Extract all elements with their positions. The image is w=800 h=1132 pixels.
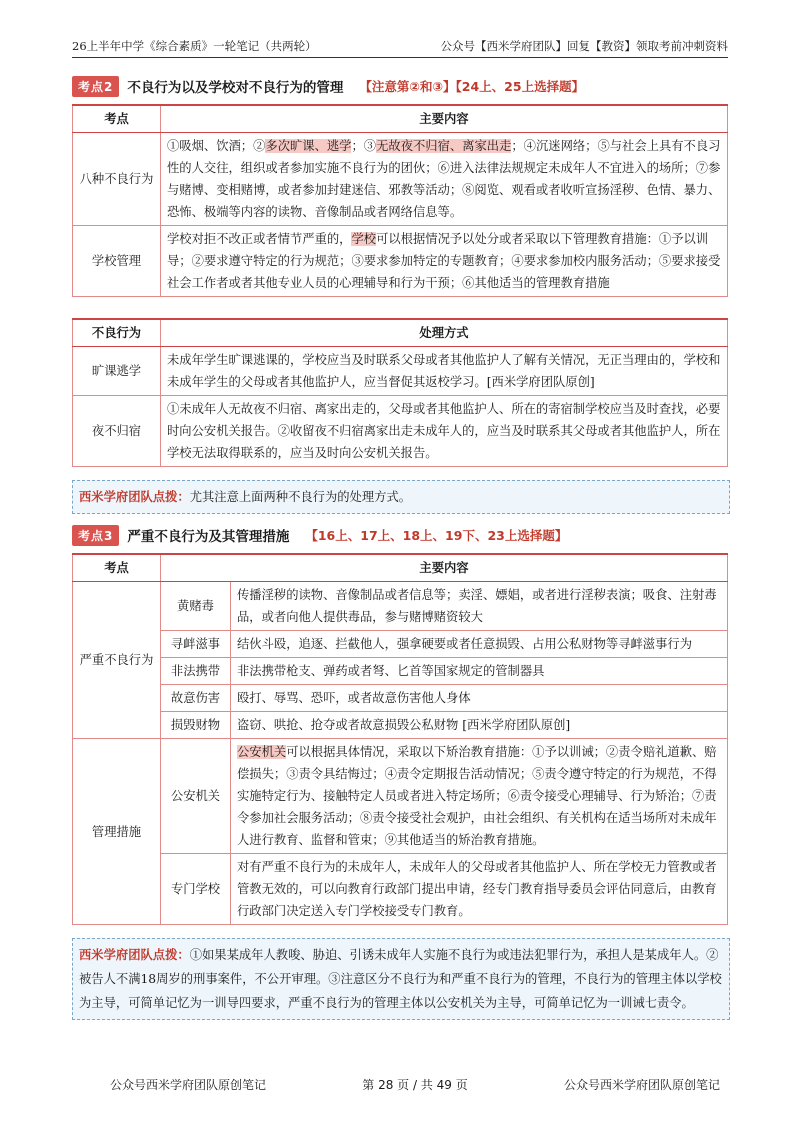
section2-heading bbox=[72, 74, 728, 98]
row-content bbox=[161, 226, 728, 297]
text-fragment: 学校对拒不改正或者情节严重的， bbox=[167, 232, 352, 246]
table-row bbox=[73, 712, 728, 739]
row-label: 八种不良行为 bbox=[73, 133, 161, 226]
page-footer bbox=[110, 1076, 720, 1093]
row-content: 未成年学生旷课逃课的，学校应当及时联系父母或者其他监护人了解有关情况，无正当理由的，学校和未成年学生的父母或者其他监护人，应当督促其返校学习。[西米学府团队原创] bbox=[161, 347, 728, 396]
section2-table1 bbox=[72, 104, 728, 297]
section2-tag: 考点2 bbox=[72, 76, 119, 97]
group-label: 管理措施 bbox=[73, 739, 161, 925]
item-name: 黄赌毒 bbox=[161, 582, 231, 631]
section3-tip bbox=[72, 938, 730, 1020]
table-row bbox=[73, 582, 728, 631]
highlight-text: 公安机关 bbox=[237, 745, 287, 759]
section2-tip bbox=[72, 480, 730, 514]
text-fragment: 可以根据具体情况，采取以下矫治教育措施：①予以训诫；②责令赔礼道歉、赔偿损失；③责令具结悔过；④责令定期报告活动情况；⑤责令遵守特定的行为规范，不得实施特定行为、接触特定人员或者进入特定场所；⑥责令接受心理辅导、行为矫治；⑦责令参加社会服务活动；⑧责令接受社会观护，由社会组织、有关机构在适当场所对未成年人进行教育、监督和管束；⑨其他适当的矫治教育措施。 bbox=[237, 745, 717, 847]
table-row bbox=[73, 133, 728, 226]
item-text: 传播淫秽的读物、音像制品或者信息等；卖淫、嫖娼，或者进行淫秽表演；吸食、注射毒品，或者向他人提供毒品，参与赌博赌资较大 bbox=[231, 582, 728, 631]
row-label: 旷课逃学 bbox=[73, 347, 161, 396]
tip-label: 西米学府团队点拨： bbox=[79, 489, 190, 504]
footer-left: 公众号西米学府团队原创笔记 bbox=[110, 1078, 267, 1092]
table2-col1: 不良行为 bbox=[73, 319, 161, 347]
item-name: 故意伤害 bbox=[161, 685, 231, 712]
table-row bbox=[73, 739, 728, 854]
section2-title: 不良行为以及学校对不良行为的管理 bbox=[127, 80, 344, 96]
row-label: 学校管理 bbox=[73, 226, 161, 297]
footer-right: 公众号西米学府团队原创笔记 bbox=[563, 1078, 720, 1092]
table3-col2: 主要内容 bbox=[161, 554, 728, 582]
item-text: 结伙斗殴，追逐、拦截他人，强拿硬要或者任意损毁、占用公私财物等寻衅滋事行为 bbox=[231, 631, 728, 658]
section2-table2 bbox=[72, 318, 728, 467]
item-text: 对有严重不良行为的未成年人，未成年人的父母或者其他监护人、所在学校无力管教或者管教无效的，可以向教育行政部门提出申请，经专门教育指导委员会评估同意后，由教育行政部门决定送入专门学校接受专门教育。 bbox=[231, 854, 728, 925]
section3-tag: 考点3 bbox=[72, 525, 119, 546]
tip-label: 西米学府团队点拨： bbox=[79, 947, 190, 962]
item-name: 公安机关 bbox=[161, 739, 231, 854]
page-header bbox=[72, 34, 728, 58]
item-name: 寻衅滋事 bbox=[161, 631, 231, 658]
table1-col1: 考点 bbox=[73, 105, 161, 133]
highlight-text: 多次旷课、逃学 bbox=[265, 139, 352, 153]
header-right: 公众号【西米学府团队】回复【教资】领取考前冲刺资料 bbox=[440, 39, 728, 53]
item-text: 盗窃、哄抢、抢夺或者故意损毁公私财物 [西米学府团队原创] bbox=[231, 712, 728, 739]
item-text: 殴打、辱骂、恐吓，或者故意伤害他人身体 bbox=[231, 685, 728, 712]
item-text bbox=[231, 739, 728, 854]
table-row bbox=[73, 685, 728, 712]
table-row bbox=[73, 631, 728, 658]
table-row bbox=[73, 854, 728, 925]
item-text: 非法携带枪支、弹药或者弩、匕首等国家规定的管制器具 bbox=[231, 658, 728, 685]
table3-col1: 考点 bbox=[73, 554, 161, 582]
highlight-text: 无故夜不归宿、离家出走 bbox=[376, 139, 512, 153]
tip-text: ①如果某成年人教唆、胁迫、引诱未成年人实施不良行为或违法犯罪行为，承担人是某成年人。②被告人不满18周岁的刑事案件，不公开审理。③注意区分不良行为和严重不良行为的管理，不良行为的管理主体以学校为主导，可简单记忆为一训导四要求，严重不良行为的管理主体以公安机关为主导，可简单记忆为一训诫七责令。 bbox=[79, 948, 722, 1010]
row-content bbox=[161, 133, 728, 226]
section3-title: 严重不良行为及其管理措施 bbox=[127, 529, 290, 545]
item-name: 专门学校 bbox=[161, 854, 231, 925]
header-left: 26上半年中学《综合素质》一轮笔记（共两轮） bbox=[72, 39, 317, 53]
table-row bbox=[73, 347, 728, 396]
row-label: 夜不归宿 bbox=[73, 396, 161, 467]
section2-note: 【注意第②和③】【24上、25上选择题】 bbox=[359, 79, 585, 94]
group-label: 严重不良行为 bbox=[73, 582, 161, 739]
section3-note: 【16上、17上、18上、19下、23上选择题】 bbox=[305, 528, 568, 543]
text-fragment: ；③ bbox=[351, 139, 377, 153]
text-fragment: ；④沉迷网络；⑤与社会上具有不良习性的人交往，组织或者参加实施不良行为的团伙；⑥进入法律法规规定未成年人不宜进入的场所；⑦参与赌博、变相赌博，或者参加封建迷信、邪教等活动；⑧阅览、观看或者收听宣扬淫秽、色情、暴力、恐怖、极端等内容的读物、音像制品或者网络信息等。 bbox=[167, 139, 721, 219]
table1-col2: 主要内容 bbox=[161, 105, 728, 133]
table-row bbox=[73, 658, 728, 685]
text-fragment: ①吸烟、饮酒；② bbox=[167, 139, 266, 153]
item-name: 非法携带 bbox=[161, 658, 231, 685]
item-name: 损毁财物 bbox=[161, 712, 231, 739]
table-row bbox=[73, 396, 728, 467]
section3-heading bbox=[72, 523, 728, 547]
table-row bbox=[73, 226, 728, 297]
highlight-text: 学校 bbox=[351, 232, 377, 246]
row-content: ①未成年人无故夜不归宿、离家出走的，父母或者其他监护人、所在的寄宿制学校应当及时查找，必要时向公安机关报告。②收留夜不归宿离家出走未成年人的，应当及时联系其父母或者其他监护人，所在学校无法取得联系的，应当及时向公安机关报告。 bbox=[161, 396, 728, 467]
section3-table bbox=[72, 553, 728, 925]
text-fragment: 可以根据情况予以处分或者采取以下管理教育措施：①予以训导；②要求遵守特定的行为规范；③要求参加特定的专题教育；④要求参加校内服务活动；⑤要求接受社会工作者或者其他专业人员的心理辅导和行为干预；⑥其他适当的管理教育措施 bbox=[167, 232, 721, 290]
table2-col2: 处理方式 bbox=[161, 319, 728, 347]
page-number: 第 28 页 / 共 49 页 bbox=[362, 1078, 468, 1092]
tip-text: 尤其注意上面两种不良行为的处理方式。 bbox=[189, 490, 412, 504]
